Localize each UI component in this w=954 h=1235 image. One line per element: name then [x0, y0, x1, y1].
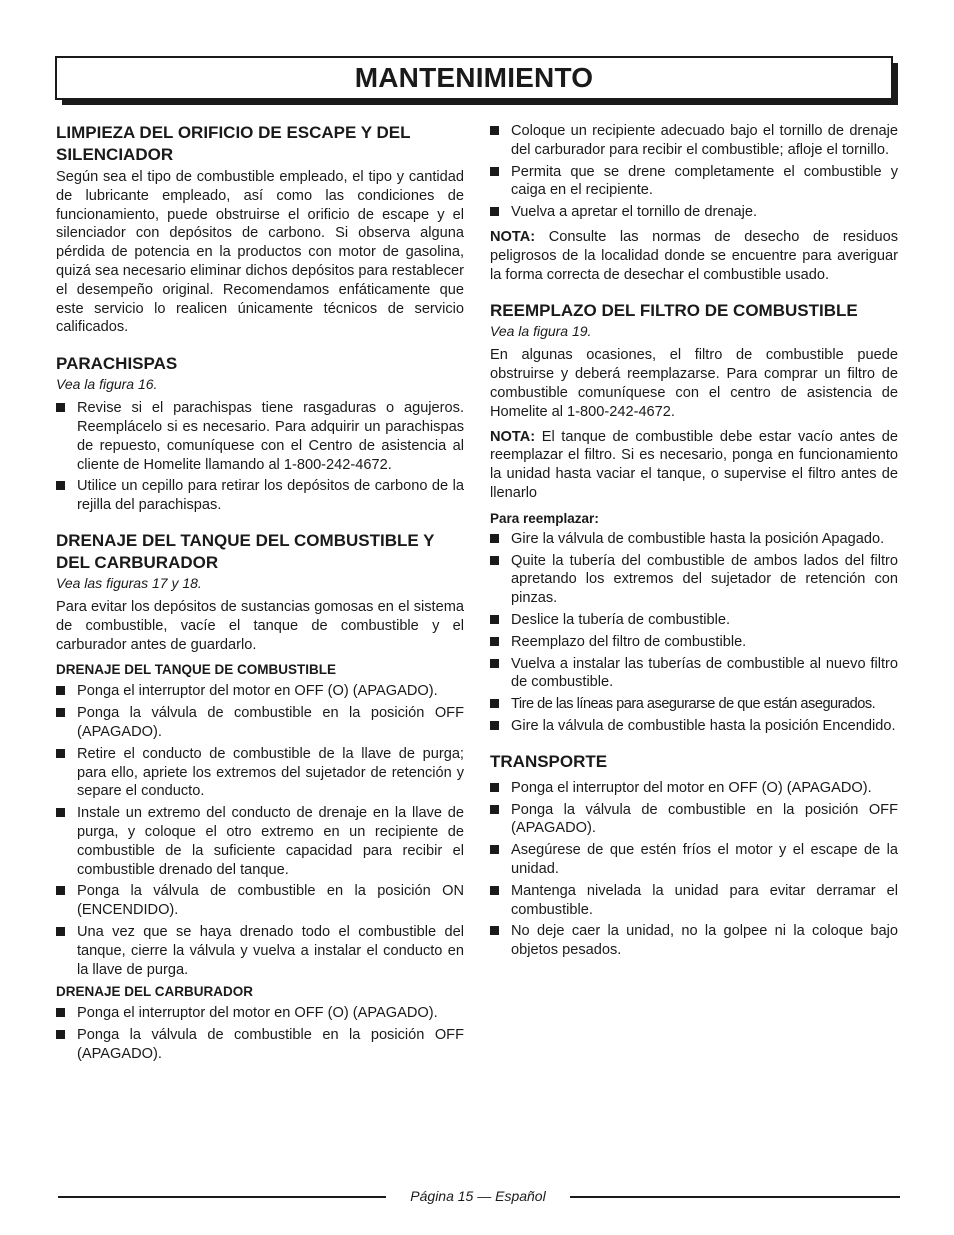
tanque-list [56, 682, 464, 979]
bullet-icon [56, 749, 65, 758]
list-item: Coloque un recipiente adecuado bajo el tornillo de drenaje del carburador para recibir el combustible; afloje el tornillo. [490, 122, 898, 160]
list-item: Vuelva a apretar el tornillo de drenaje. [490, 203, 898, 222]
carb-cont-list [490, 122, 898, 222]
bullet-icon [56, 708, 65, 717]
list-item: Mantenga nivelada la unidad para evitar derramar el combustible. [490, 882, 898, 920]
transporte-list [490, 779, 898, 960]
list-item: Gire la válvula de combustible hasta la posición Encendido. [490, 717, 898, 736]
filtro-heading: REEMPLAZO DEL FILTRO DE COMBUSTIBLE [490, 301, 858, 321]
list-item: No deje caer la unidad, no la golpee ni la coloque bajo objetos pesados. [490, 922, 898, 960]
list-item: Instale un extremo del conducto de drenaje en la llave de purga, y coloque el otro extremo en un recipiente de combustible de la suficiente capacidad para recibir el combustible drenado del tanque. [56, 804, 464, 879]
bullet-icon [490, 615, 499, 624]
list-item: Vuelva a instalar las tuberías de combustible al nuevo filtro de combustible. [490, 655, 898, 693]
list-item: Ponga el interruptor del motor en OFF (O) (APAGADO). [490, 779, 898, 798]
bullet-icon [490, 659, 499, 668]
list-item: Asegúrese de que estén fríos el motor y el escape de la unidad. [490, 841, 898, 879]
list-item: Revise si el parachispas tiene rasgaduras o agujeros. Reemplácelo si es necesario. Para adquirir un parachispas de repuesto, comuníquese con el Centro de asistencia al cliente de Homelite llamando al 1-800-242-4672. [56, 399, 464, 474]
drenaje-heading: DRENAJE DEL TANQUE DEL COMBUSTIBLE Y DEL CARBURADOR [56, 530, 435, 572]
nota-disposal: NOTA: Consulte las normas de desecho de residuos peligrosos de la localidad donde se encuentre para averiguar la forma correcta de desechar el combustible usado. [490, 228, 898, 283]
bullet-icon [490, 805, 499, 814]
bullet-icon [56, 1030, 65, 1039]
escape-heading: LIMPIEZA DEL ORIFICIO DE ESCAPE Y DEL SILENCIADOR [56, 123, 411, 164]
drenaje-body: Para evitar los depósitos de sustancias gomosas en el sistema de combustible, vacíe el tanque de combustible y el carburador antes de guardarlo. [56, 598, 464, 653]
list-item: Reemplazo del filtro de combustible. [490, 633, 898, 652]
bullet-icon [490, 783, 499, 792]
filtro-body: En algunas ocasiones, el filtro de combustible puede obstruirse y deberá reemplazarse. Para comprar un filtro de combustible comuníquese con el centro de asistencia de Homelite al 1-800-242-4672. [490, 347, 898, 420]
list-item: Permita que se drene completamente el combustible y caiga en el recipiente. [490, 163, 898, 201]
list-item: Ponga la válvula de combustible en la posición OFF (APAGADO). [56, 704, 464, 742]
bullet-icon [490, 534, 499, 543]
page-footer [58, 1186, 900, 1206]
footer-rule-right [570, 1196, 900, 1198]
page-number: Página 15 — Español [410, 1188, 546, 1204]
filtro-ref: Vea la figura 19. [490, 323, 592, 340]
right-column [490, 122, 898, 963]
page-title: MANTENIMIENTO [354, 62, 594, 93]
tanque-subheading: DRENAJE DEL TANQUE DE COMBUSTIBLE [56, 662, 337, 678]
bullet-icon [490, 167, 499, 176]
bullet-icon [56, 927, 65, 936]
footer-rule-left [58, 1196, 386, 1198]
list-item: Utilice un cepillo para retirar los depósitos de carbono de la rejilla del parachispas. [56, 477, 464, 515]
bullet-icon [56, 686, 65, 695]
transporte-heading: TRANSPORTE [490, 751, 608, 771]
list-item: Retire el conducto de combustible de la llave de purga; para ello, apriete los extremos del sujetador de retención y separe el conducto. [56, 745, 464, 801]
bullet-icon [490, 637, 499, 646]
parachispas-list [56, 399, 464, 515]
filtro-list [490, 530, 898, 736]
carb-list [56, 1004, 464, 1063]
bullet-icon [490, 926, 499, 935]
reemplazar-subheading: Para reemplazar: [490, 510, 599, 526]
bullet-icon [490, 886, 499, 895]
list-item: Gire la válvula de combustible hasta la posición Apagado. [490, 530, 898, 549]
parachispas-ref: Vea la figura 16. [56, 376, 158, 393]
left-column [56, 122, 464, 1067]
list-item: Ponga la válvula de combustible en la posición ON (ENCENDIDO). [56, 882, 464, 920]
list-item: Tire de las líneas para asegurarse de que están asegurados. [490, 695, 898, 714]
bullet-icon [490, 556, 499, 565]
list-item: Ponga la válvula de combustible en la posición OFF (APAGADO). [56, 1026, 464, 1064]
list-item: Deslice la tubería de combustible. [490, 611, 898, 630]
bullet-icon [56, 403, 65, 412]
bullet-icon [490, 699, 499, 708]
list-item: Ponga la válvula de combustible en la posición OFF (APAGADO). [490, 801, 898, 839]
bullet-icon [56, 481, 65, 490]
parachispas-heading: PARACHISPAS [56, 354, 178, 374]
nota-filtro: NOTA: El tanque de combustible debe estar vacío antes de reemplazar el filtro. Si es necesario, ponga en funcionamiento la unidad hasta vaciar el tanque, o supervise el filtro antes de llenarlo [490, 428, 898, 501]
bullet-icon [490, 207, 499, 216]
list-item: Una vez que se haya drenado todo el combustible del tanque, cierre la válvula y vuelva a instalar el conducto en la llave de purga. [56, 923, 464, 979]
page-title-banner [55, 56, 893, 100]
bullet-icon [56, 808, 65, 817]
bullet-icon [56, 886, 65, 895]
bullet-icon [490, 721, 499, 730]
bullet-icon [490, 845, 499, 854]
drenaje-ref: Vea las figuras 17 y 18. [56, 574, 202, 591]
title-box [55, 56, 893, 100]
bullet-icon [490, 126, 499, 135]
escape-body: Según sea el tipo de combustible empleado, el tipo y cantidad de lubricante empleado, así como las condiciones de funcionamiento, puede obstruirse el orificio de escape y el silenciador con depósitos de carbono. Si observa alguna pérdida de potencia en la productos con motor de gasolina, quizá sea necesario eliminar dichos depósitos para restablecer el desempeño original. Recomendamos enfáticamente que este servicio lo realicen únicamente técnicos de servicio calificados. [56, 169, 464, 336]
bullet-icon [56, 1008, 65, 1017]
list-item: Ponga el interruptor del motor en OFF (O) (APAGADO). [56, 682, 464, 701]
carb-subheading: DRENAJE DEL CARBURADOR [56, 984, 254, 1000]
list-item: Ponga el interruptor del motor en OFF (O) (APAGADO). [56, 1004, 464, 1023]
list-item: Quite la tubería del combustible de ambos lados del filtro apretando los extremos del sujetador de retención con pinzas. [490, 552, 898, 608]
